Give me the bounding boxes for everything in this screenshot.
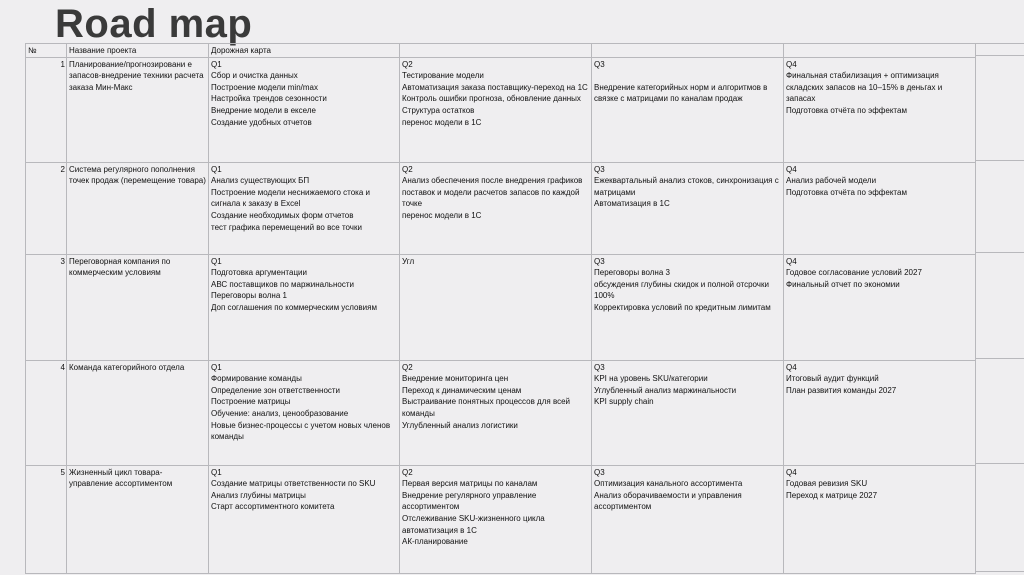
header-num: № [26,44,67,58]
slide-title: Road map [55,2,253,46]
project-name: Команда категорийного отдела [67,360,209,465]
q2-cell: Q2 Тестирование модели Автоматизация заказа поставщику-переход на 1С Контроль ошибки прогноза, обновление данных Структура остатков перенос модели в 1С [400,57,592,162]
q1-cell: Q1 Подготовка аргументации АВС поставщиков по маржинальности Переговоры волна 1 Доп соглашения по коммерческим условиям [209,254,400,360]
row-number: 5 [26,465,67,573]
header-empty [400,44,592,58]
table-edge [975,43,1024,575]
header-project: Название проекта [67,44,209,58]
q1-cell: Q1 Анализ существующих БП Построение модели неснижаемого стока и сигнала к заказу в Excel Создание необходимых форм отчетов тест графика перемещений во все точки [209,162,400,254]
q2-cell: Q2 Внедрение мониторинга цен Переход к динамическим ценам Выстраивание понятных процессов для всей команды Углубленный анализ логистики [400,360,592,465]
row-number: 2 [26,162,67,254]
roadmap-table [25,43,976,574]
q4-cell: Q4 Годовая ревизия SKU Переход к матрице 2027 [784,465,976,573]
q4-cell: Q4 Анализ рабочей модели Подготовка отчёта по эффектам [784,162,976,254]
row-number: 1 [26,57,67,162]
edge-line [975,252,1024,253]
header-row [26,44,976,58]
q2-cell: Угл [400,254,592,360]
row-number: 4 [26,360,67,465]
edge-line [975,358,1024,359]
q4-cell: Q4 Итоговый аудит функций План развития команды 2027 [784,360,976,465]
q4-cell: Q4 Годовое согласование условий 2027 Финальный отчет по экономии [784,254,976,360]
q3-cell: Q3 Переговоры волна 3 обсуждения глубины скидок и полной отсрочки 100% Корректировка условий по кредитным лимитам [592,254,784,360]
q3-cell: Q3 Внедрение категорийных норм и алгоритмов в связке с матрицами по каналам продаж [592,57,784,162]
q1-cell: Q1 Формирование команды Определение зон ответственности Построение матрицы Обучение: анализ, ценообразование Новые бизнес-процессы с учетом новых членов команды [209,360,400,465]
table-row [26,162,976,254]
header-empty [784,44,976,58]
edge-line [975,463,1024,464]
q1-cell: Q1 Создание матрицы ответственности по SKU Анализ глубины матрицы Старт ассортиментного комитета [209,465,400,573]
header-roadmap: Дорожная карта [209,44,400,58]
q2-cell: Q2 Первая версия матрицы по каналам Внедрение регулярного управление ассортиментом Отслеживание SKU-жизненного цикла автоматизация в 1С АК-планирование [400,465,592,573]
table-row [26,360,976,465]
edge-line [975,160,1024,161]
project-name: Планирование/прогнозировани е запасов-внедрение техники расчета заказа Мин-Макс [67,57,209,162]
table-row [26,57,976,162]
row-number: 3 [26,254,67,360]
q3-cell: Q3 Ежеквартальный анализ стоков, синхронизация с матрицами Автоматизация в 1С [592,162,784,254]
q3-cell: Q3 Оптимизация канального ассортимента Анализ оборачиваемости и управления ассортиментом [592,465,784,573]
q2-cell: Q2 Анализ обеспечения после внедрения графиков поставок и модели расчетов запасов по каждой точке перенос модели в 1С [400,162,592,254]
project-name: Система регулярного пополнения точек продаж (перемещение товара) [67,162,209,254]
project-name: Переговорная компания по коммерческим условиям [67,254,209,360]
edge-line [975,571,1024,572]
q4-cell: Q4 Финальная стабилизация + оптимизация складских запасов на 10–15% в деньгах и запасах Подготовка отчёта по эффектам [784,57,976,162]
edge-line [975,55,1024,56]
q1-cell: Q1 Сбор и очистка данных Построение модели min/max Настройка трендов сезонности Внедрение модели в екселе Создание удобных отчетов [209,57,400,162]
table-row [26,254,976,360]
table-row [26,465,976,573]
project-name: Жизненный цикл товара-управление ассортиментом [67,465,209,573]
header-empty [592,44,784,58]
q3-cell: Q3 KPI на уровень SKU/категории Углубленный анализ маржинальности KPI supply chain [592,360,784,465]
